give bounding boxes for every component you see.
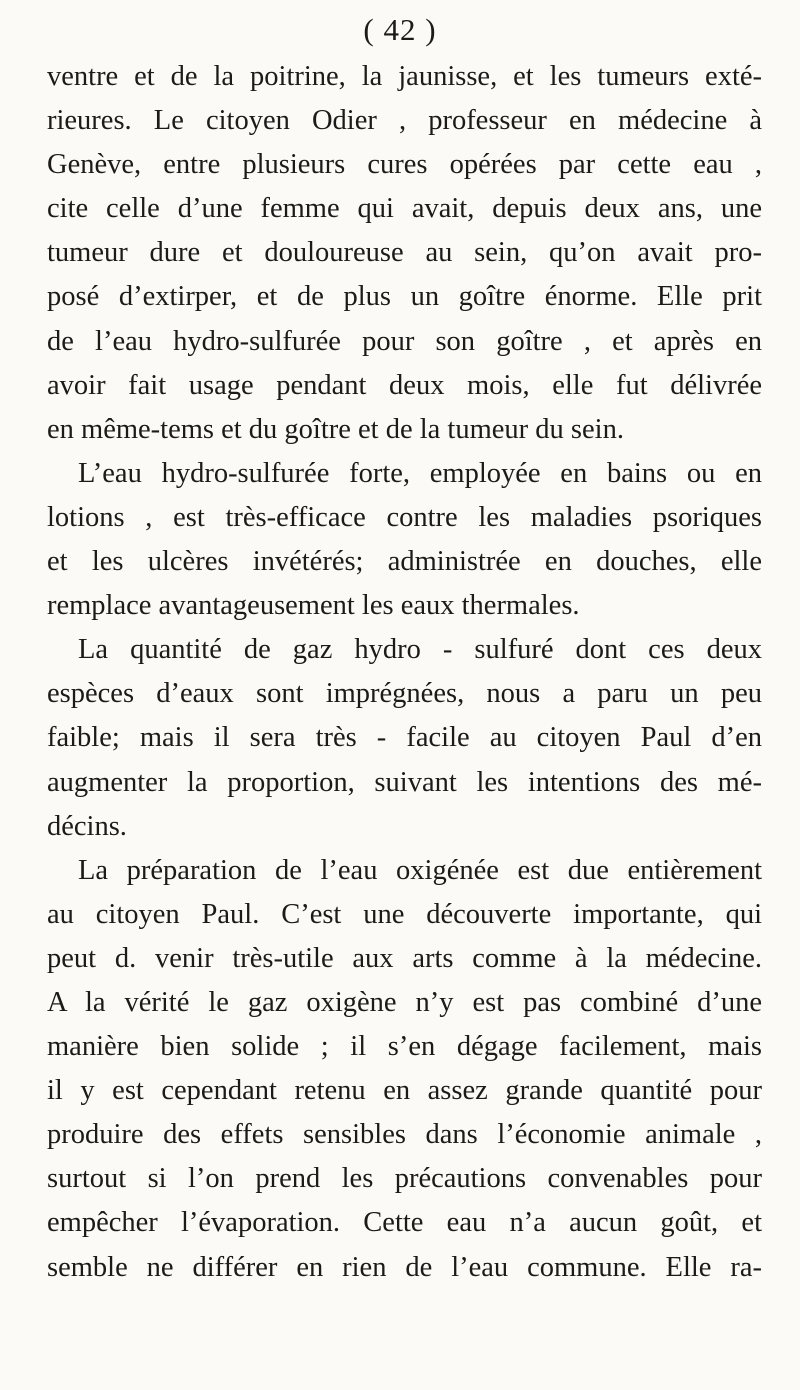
text-line: décins. bbox=[47, 810, 127, 842]
page-number: ( 42 ) bbox=[363, 12, 437, 47]
text-line: Genève, entre plusieurs cures opérées par cette eau , bbox=[47, 149, 762, 181]
text-line: tumeur dure et douloureuse au sein, qu’on avait pro- bbox=[47, 237, 762, 269]
text-line: ventre et de la poitrine, la jaunisse, et les tumeurs exté- bbox=[47, 61, 762, 92]
text-line: manière bien solide ; il s’en dégage facilement, mais bbox=[47, 1031, 762, 1063]
text-line: peut d. venir très-utile aux arts comme à la médecine. bbox=[47, 942, 762, 974]
text-line: produire des effets sensibles dans l’économie animale , bbox=[47, 1119, 762, 1151]
text-line: semble ne différer en rien de l’eau commune. Elle ra- bbox=[47, 1251, 762, 1283]
text-line: posé d’extirper, et de plus un goître énorme. Elle prit bbox=[47, 281, 762, 313]
text-line: en même-tems et du goître et de la tumeur du sein. bbox=[47, 413, 624, 445]
text-line: au citoyen Paul. C’est une découverte importante, qui bbox=[47, 898, 762, 930]
text-line: surtout si l’on prend les précautions convenables pour bbox=[47, 1163, 762, 1195]
text-line: faible; mais il sera très - facile au citoyen Paul d’en bbox=[47, 722, 762, 754]
text-line: il y est cependant retenu en assez grande quantité pour bbox=[47, 1075, 762, 1107]
body-text bbox=[47, 55, 762, 1290]
text-line: lotions , est très-efficace contre les maladies psoriques bbox=[47, 501, 762, 533]
text-line: empêcher l’évaporation. Cette eau n’a aucun goût, et bbox=[47, 1207, 762, 1239]
text-line: rieures. Le citoyen Odier , professeur en médecine à bbox=[47, 105, 762, 137]
text-line: augmenter la proportion, suivant les intentions des mé- bbox=[47, 766, 762, 798]
text-line: L’eau hydro-sulfurée forte, employée en bains ou en bbox=[78, 457, 762, 489]
text-line: espèces d’eaux sont imprégnées, nous a paru un peu bbox=[47, 678, 762, 710]
text-line: de l’eau hydro-sulfurée pour son goître , et après en bbox=[47, 325, 762, 357]
text-line: La quantité de gaz hydro - sulfuré dont ces deux bbox=[78, 634, 762, 666]
text-line: A la vérité le gaz oxigène n’y est pas combiné d’une bbox=[47, 986, 762, 1018]
text-line: La préparation de l’eau oxigénée est due entièrement bbox=[78, 854, 762, 886]
text-line: remplace avantageusement les eaux thermales. bbox=[47, 590, 580, 622]
text-line: et les ulcères invétérés; administrée en douches, elle bbox=[47, 546, 762, 578]
text-line: avoir fait usage pendant deux mois, elle fut délivrée bbox=[47, 369, 762, 401]
text-line: cite celle d’une femme qui avait, depuis deux ans, une bbox=[47, 193, 762, 225]
